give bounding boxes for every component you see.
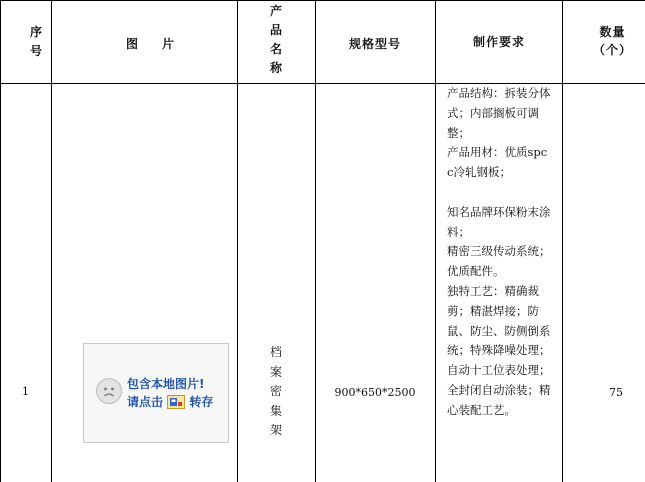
row-seq: 1	[22, 385, 29, 398]
table-divider	[315, 0, 316, 482]
header-seq: 序 号	[29, 25, 42, 58]
header-quantity: 数量 （个）	[592, 25, 632, 57]
table-divider	[435, 0, 436, 482]
table-divider	[51, 0, 52, 482]
table-divider	[237, 0, 238, 482]
sad-face-icon	[96, 378, 122, 404]
save-image-icon[interactable]	[167, 395, 185, 409]
header-product-name: 产 品 名 称	[269, 4, 282, 75]
table-border-top	[0, 0, 645, 1]
table-divider	[562, 0, 563, 482]
image-placeholder[interactable]	[83, 343, 229, 443]
header-requirements: 制作要求	[472, 35, 525, 49]
row-quantity: 75	[609, 386, 623, 399]
row-product-name: 档 案 密 集 架	[269, 345, 282, 437]
table-border-left	[0, 0, 1, 482]
header-spec: 规格型号	[348, 37, 401, 51]
header-picture: 图 片	[125, 37, 174, 51]
row-requirements: 产品结构：拆装分体式；内部搁板可调整； 产品用材：优质spcc冷轧钢板； 知名品牌环保粉末涂料； 精密三级传动系统； 优质配件。 独特工艺：精确裁剪；精湛焊接；防鼠、防尘、防侧倒系统；特殊降噪处理； 自动十工位表处理；全封闭自动涂装；精心装配工艺。	[447, 86, 551, 417]
row-spec: 900*650*2500	[334, 386, 416, 399]
placeholder-message: 包含本地图片! 请点击 转存	[127, 377, 214, 409]
